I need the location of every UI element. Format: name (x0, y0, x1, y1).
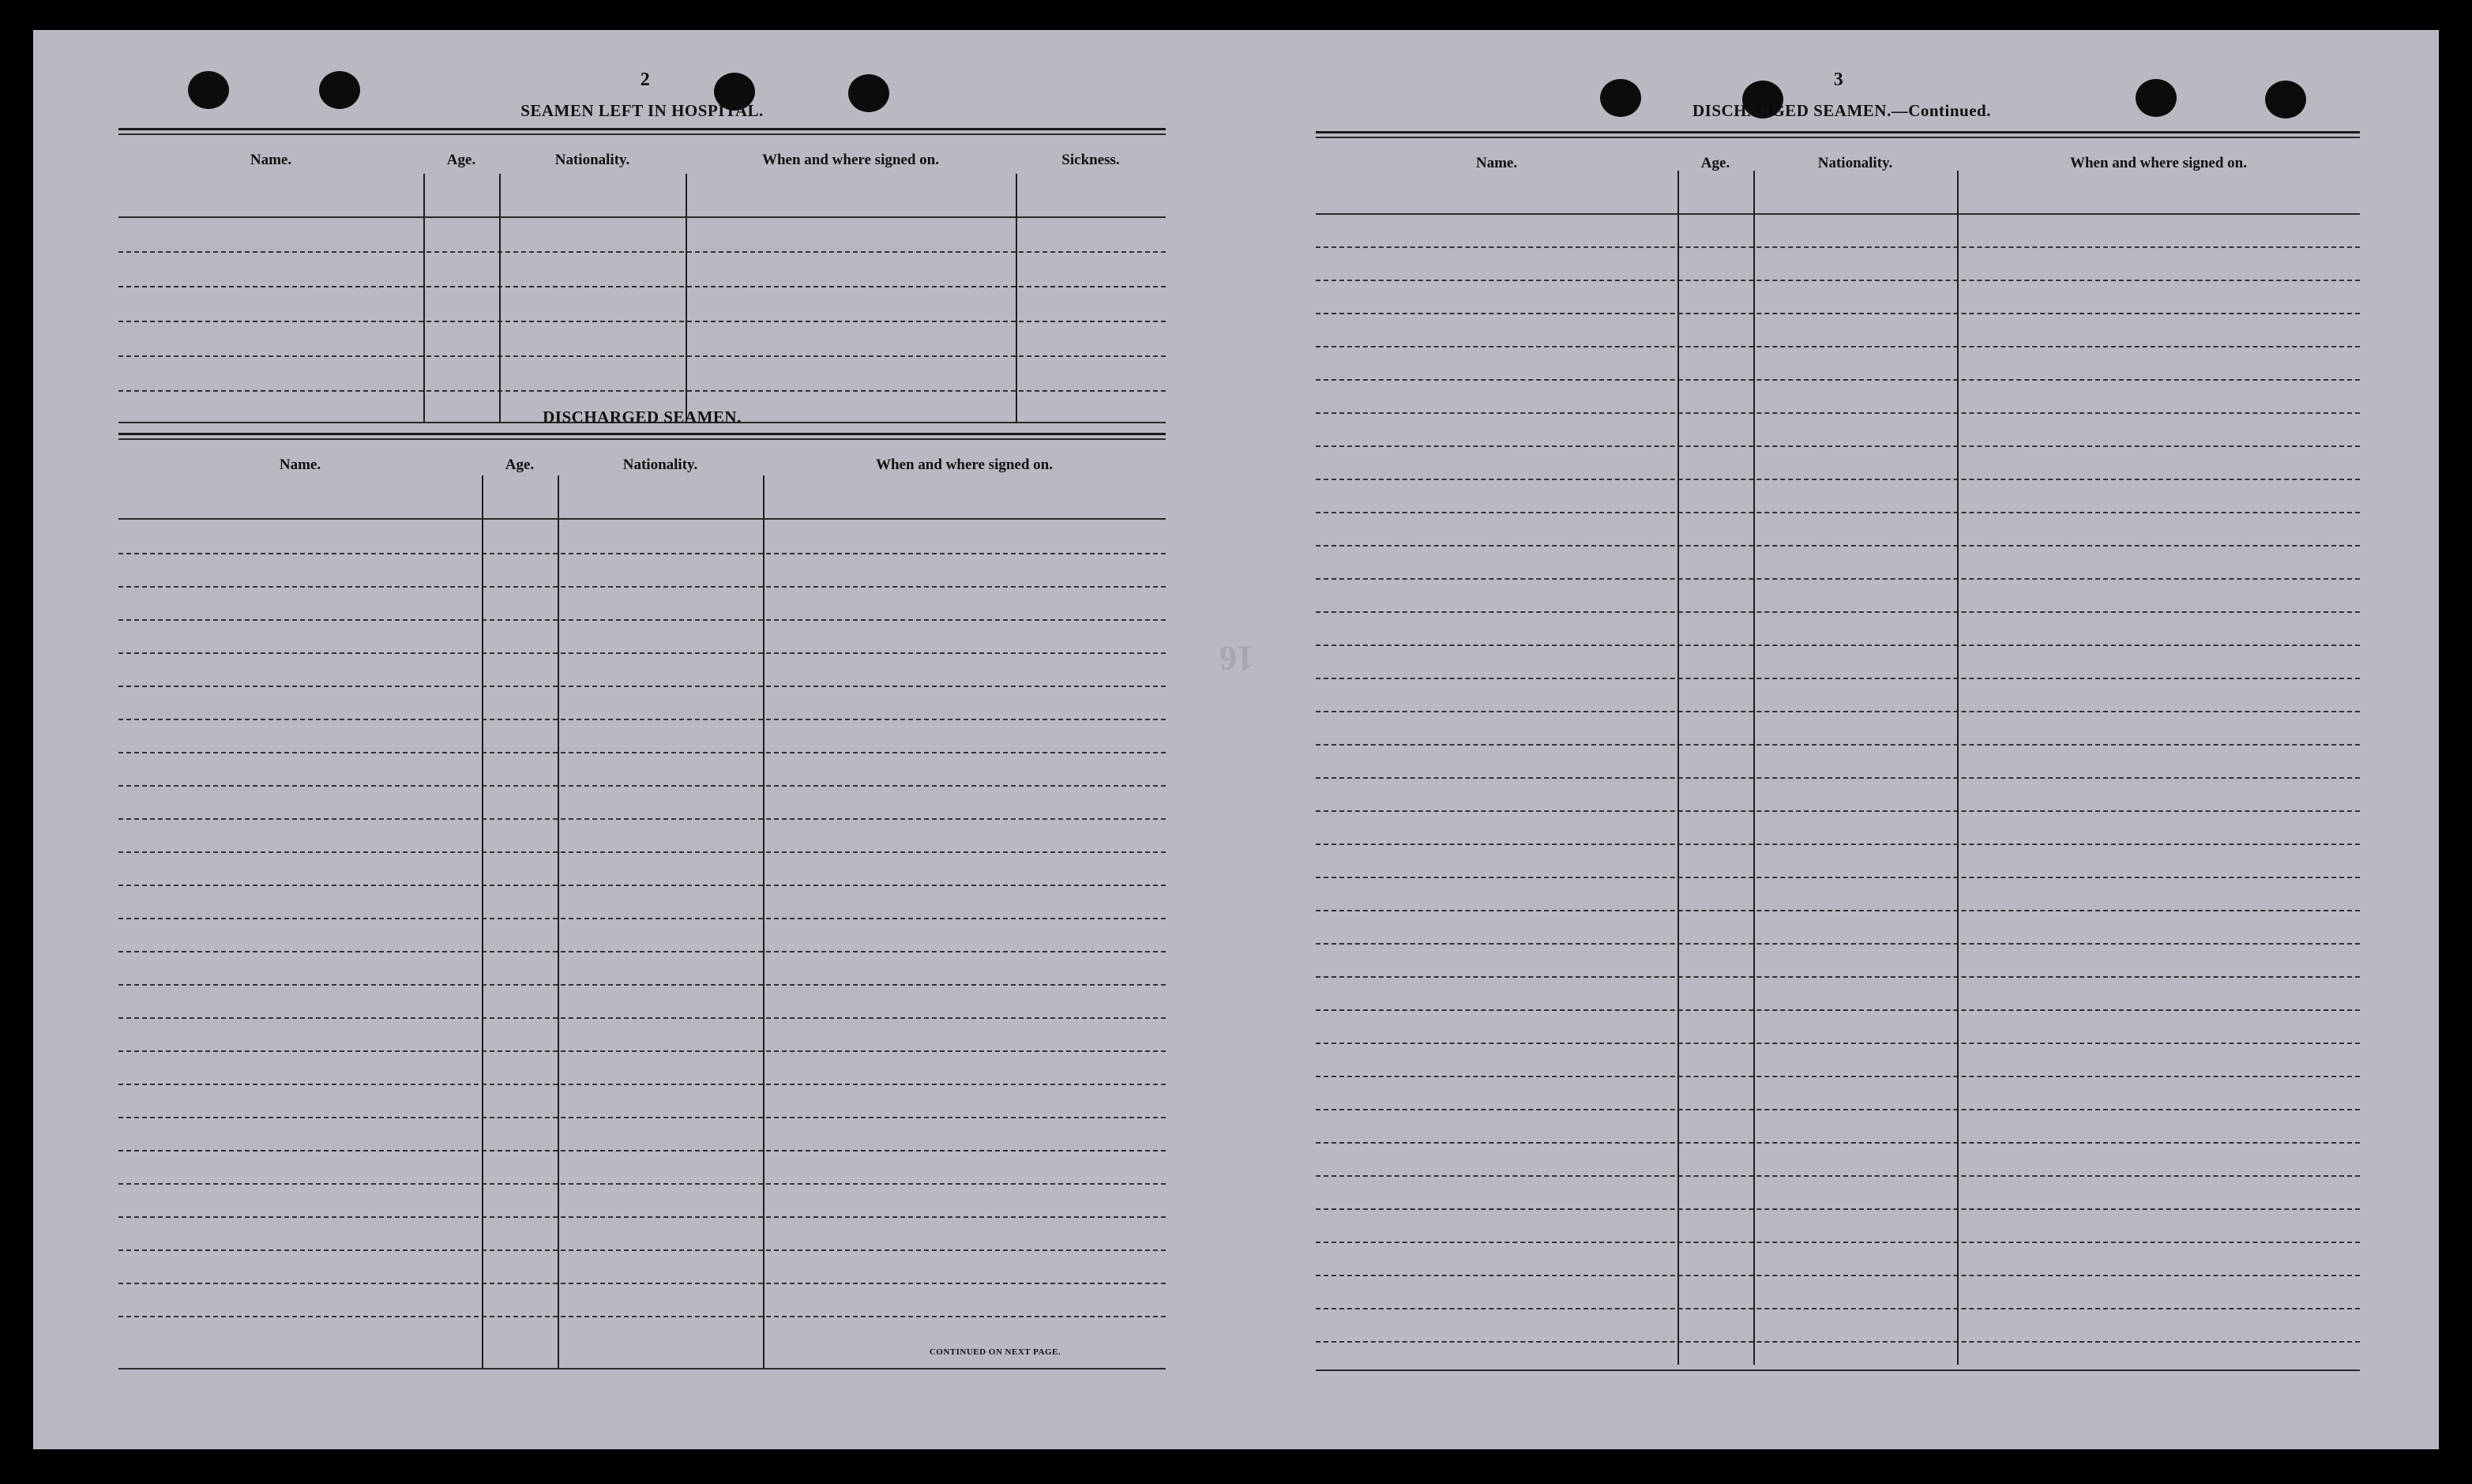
continued-note: CONTINUED ON NEXT PAGE. (929, 1347, 1061, 1357)
discharged-continued-title: DISCHARGED SEAMEN.—Continued. (1692, 101, 1991, 120)
col-header-age: Age. (1700, 155, 1730, 171)
hospital-section-title: SEAMEN LEFT IN HOSPITAL. (520, 101, 764, 120)
col-header-signed-on: When and where signed on. (761, 152, 939, 168)
col-header-name: Name. (1475, 155, 1518, 171)
col-header-nationality: Nationality. (554, 152, 630, 168)
col-header-signed-on: When and where signed on. (2069, 155, 2247, 171)
punch-hole (2265, 81, 2306, 118)
col-header-age: Age. (446, 152, 476, 168)
discharged-section-title: DISCHARGED SEAMEN. (543, 408, 742, 426)
discharged-table-right (1316, 131, 2360, 1373)
col-header-nationality: Nationality. (622, 456, 698, 473)
hospital-table (118, 128, 1166, 428)
discharged-table-left (118, 433, 1166, 1369)
col-header-sickness: Sickness. (1061, 152, 1120, 168)
col-header-nationality: Nationality. (1817, 155, 1893, 171)
col-header-age: Age. (505, 456, 535, 473)
document-sheet (33, 30, 2439, 1449)
page-number-right: 3 (1833, 70, 1844, 90)
gutter-mark: 16 (1219, 639, 1254, 678)
col-header-name: Name. (250, 152, 292, 168)
page-number-left: 2 (640, 70, 651, 90)
punch-hole (1600, 79, 1641, 117)
col-header-name: Name. (279, 456, 321, 473)
punch-hole (2136, 79, 2177, 117)
col-header-signed-on: When and where signed on. (875, 456, 1053, 473)
